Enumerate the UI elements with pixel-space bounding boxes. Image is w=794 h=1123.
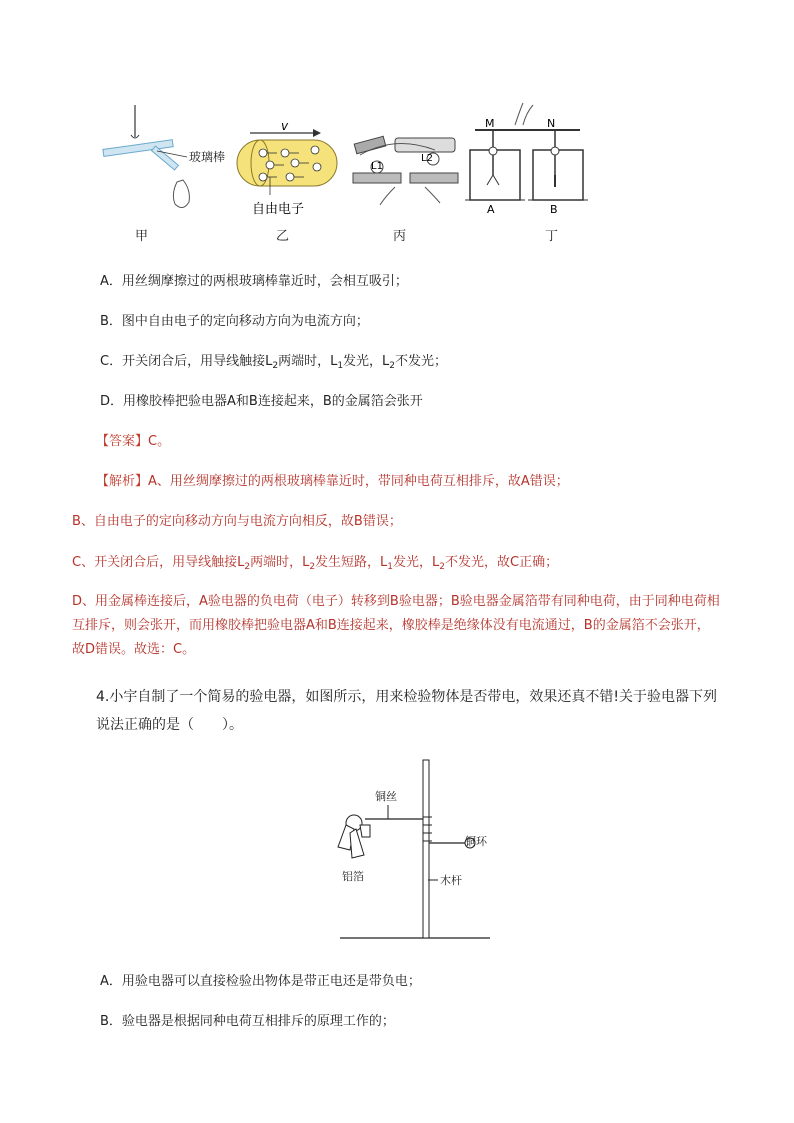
- top-figure: [95, 95, 595, 245]
- q4-option-a: A．用验电器可以直接检验出物体是带正电还是带负电；: [100, 974, 421, 989]
- label-glass-rod: 玻璃棒: [189, 150, 226, 164]
- analysis-b: B、自由电子的定向移动方向与电流方向相反，故B错误；: [72, 514, 402, 529]
- answer-value: C。: [148, 434, 171, 449]
- caption-ding: 丁: [545, 229, 559, 244]
- label-copper-ring: 铜环: [465, 835, 487, 848]
- q3-option-d: D．用橡胶棒把验电器A和B连接起来，B的金属箔会张开: [100, 394, 423, 409]
- q4-option-b: B．验电器是根据同种电荷互相排斥的原理工作的；: [100, 1014, 395, 1029]
- label-N: N: [547, 117, 556, 130]
- label-B: B: [550, 203, 558, 216]
- label-velocity: v: [281, 119, 289, 133]
- figure-jia: [103, 105, 190, 208]
- q3-option-c: C．开关闭合后，用导线触接$L_2$两端时，$L_1$发光，$L_2$不发光；: [100, 354, 448, 371]
- caption-yi: 乙: [276, 229, 290, 244]
- label-M: M: [485, 117, 495, 130]
- q3-option-a: A．用丝绸摩擦过的两根玻璃棒靠近时，会相互吸引；: [100, 274, 408, 289]
- label-wood-rod: 木杆: [440, 874, 462, 887]
- analysis-c: C、开关闭合后，用导线触接$L_2$两端时，$L_2$发生短路，$L_1$发光，$L_2$不发光，故C正确；: [72, 555, 559, 572]
- answer-tag: 【答案】: [96, 434, 149, 449]
- analysis-d: D、用金属棒连接后，A验电器的负电荷（电子）转移到B验电器；B验电器金属箔带有同种电荷，由于同种电荷相互排斥，则会张开，而用橡胶棒把验电器A和B连接起来，橡胶棒是绝缘体没有电流通过，B的金属箔不会张开，故D错误。故选：C。: [72, 594, 720, 657]
- top-figure-svg: [95, 95, 595, 245]
- electroscope-figure: [320, 755, 520, 945]
- label-copper-wire: 铜丝: [375, 790, 397, 803]
- figure-bing: [353, 136, 458, 205]
- analysis-a: 【解析】A、用丝绸摩擦过的两根玻璃棒靠近时，带同种电荷互相排斥，故A错误；: [96, 474, 569, 489]
- electroscope-svg: [320, 755, 520, 945]
- label-L2: L2: [421, 153, 433, 164]
- caption-bing: 丙: [393, 229, 407, 244]
- label-A: A: [487, 203, 495, 216]
- figure-yi: [237, 119, 337, 195]
- q3-answer: [96, 430, 170, 449]
- label-aluminum-foil: 铝箔: [342, 870, 364, 883]
- q4-stem: 4.小宇自制了一个简易的验电器，如图所示，用来检验物体是否带电，效果还真不错!关于验电器下列说法正确的是（ ）。: [96, 689, 717, 733]
- label-L1: L1: [371, 161, 383, 172]
- caption-jia: 甲: [135, 229, 149, 244]
- figure-ding: [465, 103, 588, 200]
- label-free-electron: 自由电子: [252, 202, 305, 217]
- q3-option-b: B．图中自由电子的定向移动方向为电流方向；: [100, 314, 369, 329]
